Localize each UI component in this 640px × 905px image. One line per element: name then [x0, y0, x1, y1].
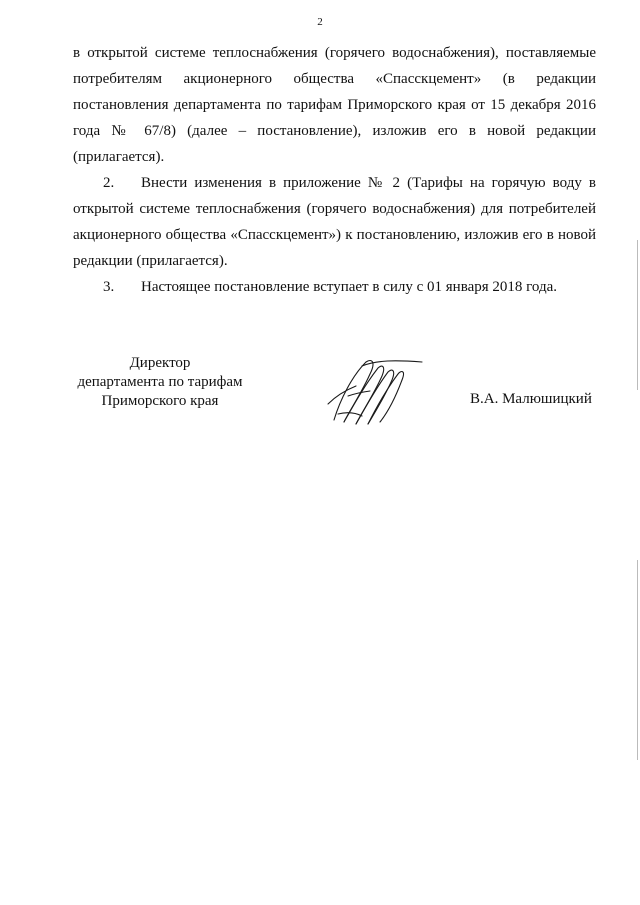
paragraph-item-3	[73, 274, 596, 300]
paragraph-text: Внести изменения в приложение № 2 (Тарифы на горячую воду в открытой системе теплоснабжения (горячего водоснабжения) для потребителей акционерного общества «Спасскцемент») к постановлению, изложив его в новой редакции (прилагается).	[73, 175, 596, 269]
page-number: 2	[317, 16, 323, 28]
item-number: 3.	[103, 279, 115, 295]
signatory-name: В.А. Малюшицкий	[470, 391, 592, 407]
item-number: 2.	[103, 175, 115, 191]
signatory-title	[60, 354, 260, 411]
scan-edge-mark	[637, 560, 638, 760]
signatory-title-line: Директор	[129, 355, 191, 371]
signatory-title-line: Приморского края	[101, 393, 219, 409]
paragraph-continuation: в открытой системе теплоснабжения (горячего водоснабжения), поставляемые потребителям акционерного общества «Спасскцемент» (в редакции постановления департамента по тарифам Приморского края от 15 декабря 2016 года № 67/8) (далее – постановление), изложив его в новой редакции (прилагается).	[73, 45, 596, 165]
scan-edge-mark	[637, 240, 638, 390]
paragraph-item-2	[73, 170, 596, 274]
paragraph-text: Настоящее постановление вступает в силу с 01 января 2018 года.	[141, 279, 558, 295]
signatory-title-line: департамента по тарифам	[77, 374, 243, 390]
handwritten-signature	[326, 356, 426, 428]
document-body	[73, 40, 596, 300]
